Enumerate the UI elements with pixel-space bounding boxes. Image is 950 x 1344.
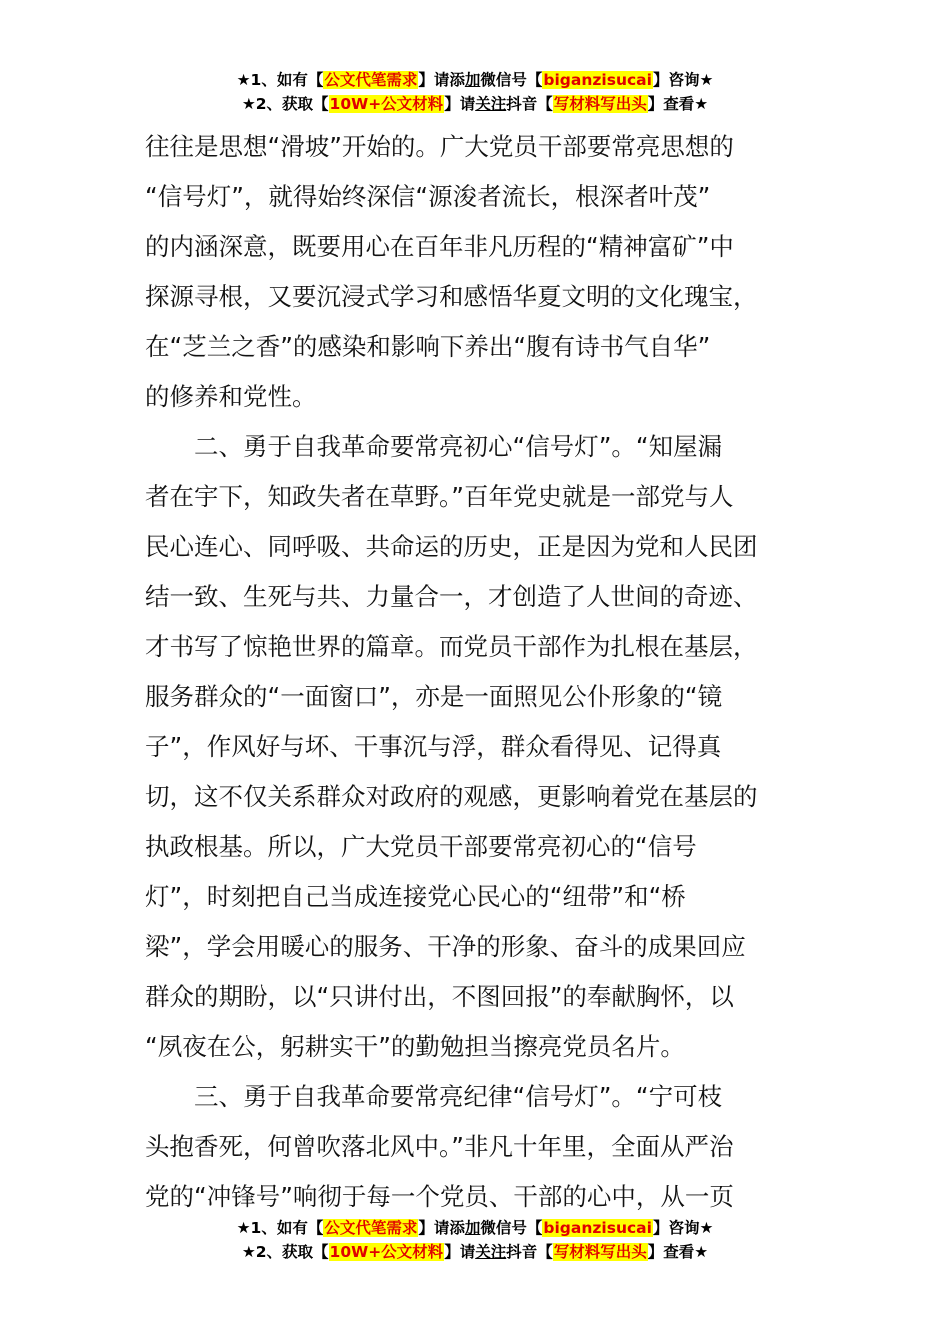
banner-text: 】查看★ bbox=[647, 1243, 709, 1261]
text-line: 的内涵深意，既要用心在百年非凡历程的“精神富矿”中 bbox=[145, 232, 734, 261]
text-line: 探源寻根，又要沉浸式学习和感悟华夏文明的文化瑰宝， bbox=[145, 282, 758, 311]
banner-text: 微信号【 bbox=[480, 1219, 543, 1237]
banner-text: 】咨询★ bbox=[652, 71, 714, 89]
banner-text: 】请 bbox=[444, 95, 476, 113]
text-line: 切，这不仅关系群众对政府的观感，更影响着党在基层的 bbox=[145, 782, 758, 811]
banner-underlined: 关注 bbox=[475, 1243, 507, 1261]
text-line: 者在宇下，知政失者在草野。”百年党史就是一部党与人 bbox=[145, 482, 734, 511]
banner-text: ★1、如有【 bbox=[236, 1219, 324, 1237]
banner-line-2 bbox=[0, 1240, 950, 1264]
text-line: 头抱香死，何曾吹落北风中。”非凡十年里，全面从严治 bbox=[145, 1132, 734, 1161]
text-line: 执政根基。所以，广大党员干部要常亮初心的“信号 bbox=[145, 832, 697, 861]
banner-text: 】咨询★ bbox=[652, 1219, 714, 1237]
header-banner bbox=[0, 68, 950, 116]
banner-underlined: 关注 bbox=[475, 95, 507, 113]
text-line: 三、勇于自我革命要常亮纪律“信号灯”。“宁可枝 bbox=[194, 1082, 723, 1111]
text-line: 党的“冲锋号”响彻于每一个党员、干部的心中，从一页 bbox=[145, 1182, 734, 1211]
banner-text: ★1、如有【 bbox=[236, 71, 324, 89]
banner-douyin-name: 写材料写出头 bbox=[553, 95, 647, 113]
paragraph-2 bbox=[145, 422, 809, 1072]
text-line: 民心连心、同呼吸、共命运的历史，正是因为党和人民团 bbox=[145, 532, 758, 561]
footer-banner bbox=[0, 1216, 950, 1264]
banner-line-1 bbox=[0, 1216, 950, 1240]
text-line: 的修养和党性。 bbox=[145, 382, 317, 411]
banner-wechat-id: biganzisucai bbox=[543, 71, 652, 89]
text-line: “信号灯”，就得始终深信“源浚者流长，根深者叶茂” bbox=[145, 182, 711, 211]
paragraph-1 bbox=[145, 122, 809, 422]
text-line: 群众的期盼，以“只讲付出，不图回报”的奉献胸怀，以 bbox=[145, 982, 734, 1011]
banner-text: 微信号【 bbox=[480, 71, 543, 89]
banner-douyin-name: 写材料写出头 bbox=[553, 1243, 647, 1261]
text-line: 子”，作风好与坏、干事沉与浮，群众看得见、记得真 bbox=[145, 732, 722, 761]
text-line: 二、勇于自我革命要常亮初心“信号灯”。“知屋漏 bbox=[194, 432, 723, 461]
text-line: 灯”，时刻把自己当成连接党心民心的“纽带”和“桥 bbox=[145, 882, 686, 911]
text-line: 服务群众的“一面窗口”，亦是一面照见公仆形象的“镜 bbox=[145, 682, 723, 711]
banner-highlight: 10W+公文材料 bbox=[329, 95, 444, 113]
text-line: “夙夜在公，躬耕实干”的勤勉担当擦亮党员名片。 bbox=[145, 1032, 685, 1061]
text-line: 梁”，学会用暖心的服务、干净的形象、奋斗的成果回应 bbox=[145, 932, 746, 961]
text-line: 才书写了惊艳世界的篇章。而党员干部作为扎根在基层， bbox=[145, 632, 758, 661]
banner-text: 】查看★ bbox=[647, 95, 709, 113]
text-line: 在“芝兰之香”的感染和影响下养出“腹有诗书气自华” bbox=[145, 332, 711, 361]
banner-highlight: 10W+公文材料 bbox=[329, 1243, 444, 1261]
banner-wechat-id: biganzisucai bbox=[543, 1219, 652, 1237]
banner-highlight: 公文代笔需求 bbox=[324, 1219, 418, 1237]
banner-text: 】请添 bbox=[418, 71, 465, 89]
text-line: 结一致、生死与共、力量合一，才创造了人世间的奇迹、 bbox=[145, 582, 758, 611]
banner-text: 抖音【 bbox=[506, 95, 553, 113]
banner-text: ★2、获取【 bbox=[241, 95, 329, 113]
text-line: 往往是思想“滑坡”开始的。广大党员干部要常亮思想的 bbox=[145, 132, 734, 161]
banner-highlight: 公文代笔需求 bbox=[324, 71, 418, 89]
banner-line-1 bbox=[0, 68, 950, 92]
banner-text: ★2、获取【 bbox=[241, 1243, 329, 1261]
banner-text: 】请 bbox=[444, 1243, 476, 1261]
banner-text: 】请添 bbox=[418, 1219, 465, 1237]
banner-underlined: 加 bbox=[464, 71, 481, 89]
paragraph-3 bbox=[145, 1072, 809, 1222]
document-body bbox=[145, 122, 809, 1222]
banner-line-2 bbox=[0, 92, 950, 116]
banner-underlined: 加 bbox=[464, 1219, 481, 1237]
banner-text: 抖音【 bbox=[506, 1243, 553, 1261]
